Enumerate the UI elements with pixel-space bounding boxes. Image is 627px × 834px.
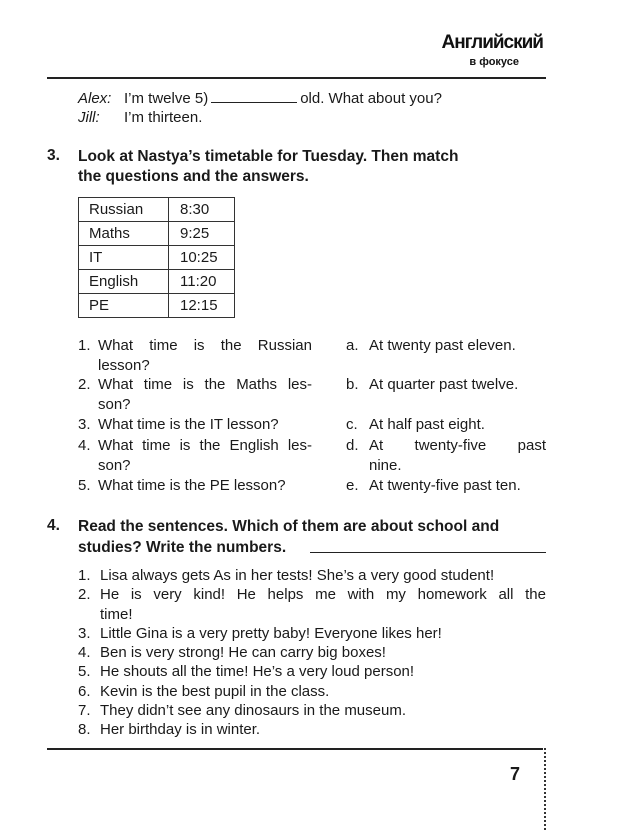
question-text: What time is the IT lesson? [98, 416, 279, 433]
sentence-text: Kevin is the best pupil in the class. [100, 683, 330, 700]
time-cell: 8:30 [169, 198, 235, 222]
speaker-alex: Alex: [78, 90, 112, 107]
time-cell: 10:25 [169, 246, 235, 270]
item-number: 2. [78, 376, 91, 393]
answer-text: At twenty past eleven. [369, 337, 516, 354]
timetable [78, 197, 235, 318]
task-4-number: 4. [47, 517, 60, 534]
sentence-text: He shouts all the time! He’s a very loud person! [100, 663, 415, 680]
item-number: 5. [78, 663, 91, 680]
answer-text: At twenty-five past [369, 437, 546, 454]
question-4 [78, 436, 318, 476]
table-row [79, 198, 235, 222]
question-text: son? [98, 456, 131, 474]
sentence-text: Ben is very strong! He can carry big boxes! [100, 644, 386, 661]
question-text: What time is the Russian [98, 337, 312, 354]
item-number: 1. [78, 337, 91, 354]
dialogue-text: I’m thirteen. [124, 109, 203, 126]
time-cell: 9:25 [169, 222, 235, 246]
table-row [79, 294, 235, 318]
answer-b [346, 375, 548, 395]
task-4-instruction-line-2: studies? Write the numbers. [78, 539, 287, 556]
instruction-line: the questions and the answers. [78, 168, 309, 185]
answer-d [346, 436, 548, 476]
sentence-text: Lisa always gets As in her tests! She’s a very good student! [100, 567, 495, 584]
sentence-text: They didn’t see any dinosaurs in the museum. [100, 702, 406, 719]
sentence-4 [78, 643, 548, 663]
answer-c [346, 415, 548, 435]
sentence-text: He is very kind! He helps me with my homework all the [100, 586, 546, 603]
dialogue-text: I’m twelve 5) [124, 90, 209, 107]
question-1 [78, 336, 318, 376]
item-number: 8. [78, 721, 91, 738]
sentence-5 [78, 662, 548, 682]
sentence-2 [78, 585, 548, 625]
answer-text: At quarter past twelve. [369, 376, 519, 393]
question-3 [78, 415, 318, 435]
question-text: What time is the English les- [98, 437, 312, 454]
time-cell: 12:15 [169, 294, 235, 318]
logo-subtitle: в фокусе [469, 56, 519, 68]
table-row [79, 222, 235, 246]
item-letter: b. [346, 376, 359, 393]
question-text: lesson? [98, 356, 150, 374]
item-number: 6. [78, 683, 91, 700]
item-number: 7. [78, 702, 91, 719]
dialogue-line-alex [78, 89, 548, 108]
answer-text: At half past eight. [369, 416, 485, 433]
page-number: 7 [510, 764, 521, 784]
footer-rule [47, 748, 543, 750]
item-number: 4. [78, 644, 91, 661]
instruction-line: Look at Nastya’s timetable for Tuesday. Then match [78, 148, 459, 165]
answer-blank[interactable] [211, 90, 297, 103]
speaker-jill: Jill: [78, 109, 100, 126]
task-3-number: 3. [47, 147, 60, 164]
numbers-answer-line[interactable] [310, 552, 546, 553]
sentence-7 [78, 701, 548, 721]
item-letter: d. [346, 437, 359, 454]
item-number: 3. [78, 625, 91, 642]
item-number: 2. [78, 586, 91, 603]
question-2 [78, 375, 318, 415]
dotted-edge [544, 748, 546, 830]
sentence-text: Her birthday is in winter. [100, 721, 261, 738]
subject-cell: Russian [79, 198, 169, 222]
item-letter: c. [346, 416, 358, 433]
answer-text: nine. [369, 456, 402, 474]
subject-cell: PE [79, 294, 169, 318]
subject-cell: Maths [79, 222, 169, 246]
item-number: 3. [78, 416, 91, 433]
task-3-instruction [78, 147, 548, 187]
item-letter: a. [346, 337, 359, 354]
task-4-instruction-line-1: Read the sentences. Which of them are about school and [78, 518, 500, 535]
sentence-text: Little Gina is a very pretty baby! Everyone likes her! [100, 625, 442, 642]
answer-e [346, 476, 548, 496]
question-text: What time is the PE lesson? [98, 477, 286, 494]
sentence-6 [78, 682, 548, 702]
header-rule [47, 77, 546, 79]
answer-a [346, 336, 548, 356]
question-5 [78, 476, 318, 496]
logo-title: Английский [441, 32, 543, 53]
sentence-1 [78, 566, 548, 586]
dialogue-text: old. What about you? [300, 90, 442, 107]
subject-cell: IT [79, 246, 169, 270]
sentence-3 [78, 624, 548, 644]
item-number: 1. [78, 567, 91, 584]
answer-text: At twenty-five past ten. [369, 477, 521, 494]
book-logo [423, 32, 543, 72]
table-row [79, 246, 235, 270]
sentence-8 [78, 720, 548, 740]
item-number: 4. [78, 437, 91, 454]
sentence-text: time! [100, 605, 133, 623]
time-cell: 11:20 [169, 270, 235, 294]
item-number: 5. [78, 477, 91, 494]
table-row [79, 270, 235, 294]
subject-cell: English [79, 270, 169, 294]
item-letter: e. [346, 477, 359, 494]
question-text: son? [98, 395, 131, 413]
dialogue-line-jill [78, 108, 548, 127]
question-text: What time is the Maths les- [98, 376, 312, 393]
